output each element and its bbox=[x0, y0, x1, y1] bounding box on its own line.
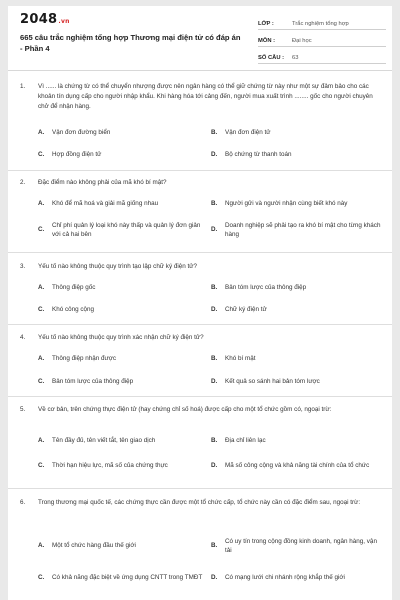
question-divider bbox=[8, 252, 392, 253]
meta-value: Đại học bbox=[292, 38, 312, 44]
option-text: Bộ chứng từ thanh toán bbox=[225, 151, 292, 159]
option-a[interactable] bbox=[38, 128, 198, 138]
option-text: Khó công cộng bbox=[52, 306, 95, 314]
option-c[interactable] bbox=[38, 305, 198, 315]
option-text: Địa chỉ liên lạc bbox=[225, 437, 266, 445]
option-a[interactable] bbox=[38, 283, 198, 293]
meta-value: 63 bbox=[292, 55, 299, 61]
option-text: Có uy tín trong cộng đồng kinh doanh, ngân hàng, vận tải bbox=[225, 537, 377, 554]
option-a[interactable] bbox=[38, 354, 198, 364]
meta-row-subject bbox=[258, 33, 386, 47]
question-divider bbox=[8, 170, 392, 171]
logo-text: 2048 bbox=[20, 12, 58, 27]
logo-suffix: .vn bbox=[58, 18, 70, 25]
option-text: Mã số công cộng và khả năng tài chính của tổ chức bbox=[225, 462, 370, 470]
option-letter: B. bbox=[211, 200, 218, 208]
option-text: Vận đơn đường biển bbox=[52, 129, 111, 137]
option-text: Thời hạn hiệu lực, mã số của chứng thực bbox=[52, 462, 168, 470]
option-text: Chữ ký điện tử bbox=[225, 306, 267, 314]
option-b[interactable] bbox=[211, 128, 383, 138]
option-letter: D. bbox=[211, 226, 218, 234]
option-d[interactable] bbox=[211, 377, 386, 387]
option-d[interactable] bbox=[211, 568, 389, 588]
question-number: 4. bbox=[20, 334, 26, 341]
question-number: 2. bbox=[20, 179, 26, 186]
option-letter: A. bbox=[38, 129, 45, 137]
meta-row-class bbox=[258, 16, 386, 30]
option-c[interactable] bbox=[38, 568, 203, 588]
option-a[interactable] bbox=[38, 199, 203, 209]
option-letter: C. bbox=[38, 151, 45, 159]
question-3 bbox=[20, 262, 382, 272]
option-text: Doanh nghiệp sẽ phải tạo ra khó bí mật cho từng khách hàng bbox=[225, 221, 381, 238]
option-text: Vận đơn điện tử bbox=[225, 129, 271, 137]
option-text: Khó để mã hoá và giải mã giống nhau bbox=[52, 200, 159, 208]
question-6 bbox=[20, 498, 382, 508]
option-letter: D. bbox=[211, 574, 218, 582]
question-2 bbox=[20, 178, 382, 188]
option-letter: A. bbox=[38, 437, 45, 445]
header-divider bbox=[8, 70, 392, 71]
document-title: 665 câu trắc nghiệm tổng hợp Thương mại điện tử có đáp án - Phần 4 bbox=[20, 33, 241, 53]
option-text: Thông điệp nhận được bbox=[52, 355, 117, 363]
meta-value: Trắc nghiệm tổng hợp bbox=[292, 21, 349, 27]
meta-key: LỚP : bbox=[258, 21, 274, 27]
option-text: Bản tóm lược của thông điệp bbox=[225, 284, 307, 292]
meta-key: MÔN : bbox=[258, 38, 276, 44]
option-text: Thông điệp gốc bbox=[52, 284, 96, 292]
question-number: 6. bbox=[20, 499, 26, 506]
question-1 bbox=[20, 82, 382, 112]
option-c[interactable] bbox=[38, 220, 203, 240]
meta-row-count bbox=[258, 50, 386, 64]
meta-key: SỐ CÂU : bbox=[258, 55, 285, 61]
question-text: Yếu tố nào không thuộc quy trình xác nhận chữ ký điện tử? bbox=[38, 334, 204, 341]
option-letter: D. bbox=[211, 306, 218, 314]
option-letter: A. bbox=[38, 355, 45, 363]
option-d[interactable] bbox=[211, 305, 383, 315]
option-b[interactable] bbox=[211, 199, 386, 209]
option-d[interactable] bbox=[211, 456, 383, 476]
option-letter: C. bbox=[38, 378, 45, 386]
question-divider bbox=[8, 324, 392, 325]
site-logo[interactable] bbox=[20, 12, 70, 27]
option-letter: C. bbox=[38, 574, 45, 582]
option-c[interactable] bbox=[38, 456, 206, 476]
option-letter: B. bbox=[211, 284, 218, 292]
document-page bbox=[8, 6, 392, 600]
question-text: Trong thương mại quốc tế, các chứng thực cần được một tổ chức cấp, tổ chức này cần có đặc điểm sau, ngoại trừ: bbox=[38, 499, 361, 506]
meta-panel bbox=[258, 16, 386, 67]
option-letter: D. bbox=[211, 462, 218, 470]
option-d[interactable] bbox=[211, 150, 383, 160]
question-divider bbox=[8, 396, 392, 397]
option-b[interactable] bbox=[211, 354, 383, 364]
option-text: Hợp đồng điện tử bbox=[52, 151, 102, 159]
option-a[interactable] bbox=[38, 536, 203, 556]
option-b[interactable] bbox=[211, 283, 383, 293]
question-text: Vì ...... là chứng từ có thể chuyển nhượng được nên ngân hàng có thể giữ chứng từ này như một sự đảm bảo cho các khoản tín dụng cấp cho người nhập khẩu. Khi hàng hóa tới cảng đến, người mua xuất trình ........ gốc cho người chuyên chở để nhận hàng. bbox=[38, 83, 373, 110]
option-text: Chỉ phí quản lý loại khó này thấp và quản lý đơn giản với cả hai bên bbox=[52, 221, 201, 238]
option-d[interactable] bbox=[211, 220, 383, 240]
question-number: 5. bbox=[20, 406, 26, 413]
option-letter: B. bbox=[211, 437, 218, 445]
option-b[interactable] bbox=[211, 436, 383, 446]
option-letter: C. bbox=[38, 226, 45, 234]
question-number: 3. bbox=[20, 263, 26, 270]
option-text: Bản tóm lược của thông điệp bbox=[52, 378, 134, 386]
option-letter: B. bbox=[211, 129, 218, 137]
option-b[interactable] bbox=[211, 536, 383, 556]
question-number: 1. bbox=[20, 83, 26, 90]
option-c[interactable] bbox=[38, 377, 198, 387]
question-text: Về cơ bản, trên chứng thực điện tử (hay chứng chỉ số hoá) được cấp cho một tổ chức gồm có, ngoại trừ: bbox=[38, 406, 332, 413]
option-text: Người gửi và người nhận cùng biết khó này bbox=[225, 200, 348, 208]
option-a[interactable] bbox=[38, 436, 203, 446]
question-4 bbox=[20, 333, 382, 343]
option-letter: D. bbox=[211, 151, 218, 159]
option-letter: C. bbox=[38, 462, 45, 470]
question-5 bbox=[20, 405, 382, 415]
option-text: Khó bí mật bbox=[225, 355, 256, 363]
option-text: Có khả năng đặc biệt về ứng dụng CNTT trong TMĐT bbox=[52, 574, 203, 582]
option-c[interactable] bbox=[38, 150, 198, 160]
option-letter: D. bbox=[211, 378, 218, 386]
option-text: Có mạng lưới chi nhánh rộng khắp thế giới bbox=[225, 574, 345, 582]
question-text: Yếu tố nào không thuộc quy trình tạo lập chữ ký điện tử? bbox=[38, 263, 197, 270]
option-text: Kết quả so sánh hai bản tóm lược bbox=[225, 378, 320, 386]
option-letter: A. bbox=[38, 542, 45, 550]
option-letter: A. bbox=[38, 284, 45, 292]
option-letter: B. bbox=[211, 542, 218, 550]
option-letter: C. bbox=[38, 306, 45, 314]
option-text: Tên đầy đủ, tên viết tắt, tên giao dịch bbox=[52, 437, 156, 445]
question-divider bbox=[8, 488, 392, 489]
option-text: Một tổ chức hàng đầu thế giới bbox=[52, 542, 136, 550]
option-letter: B. bbox=[211, 355, 218, 363]
option-letter: A. bbox=[38, 200, 45, 208]
question-text: Đặc điểm nào không phải của mã khó bí mật? bbox=[38, 179, 167, 186]
